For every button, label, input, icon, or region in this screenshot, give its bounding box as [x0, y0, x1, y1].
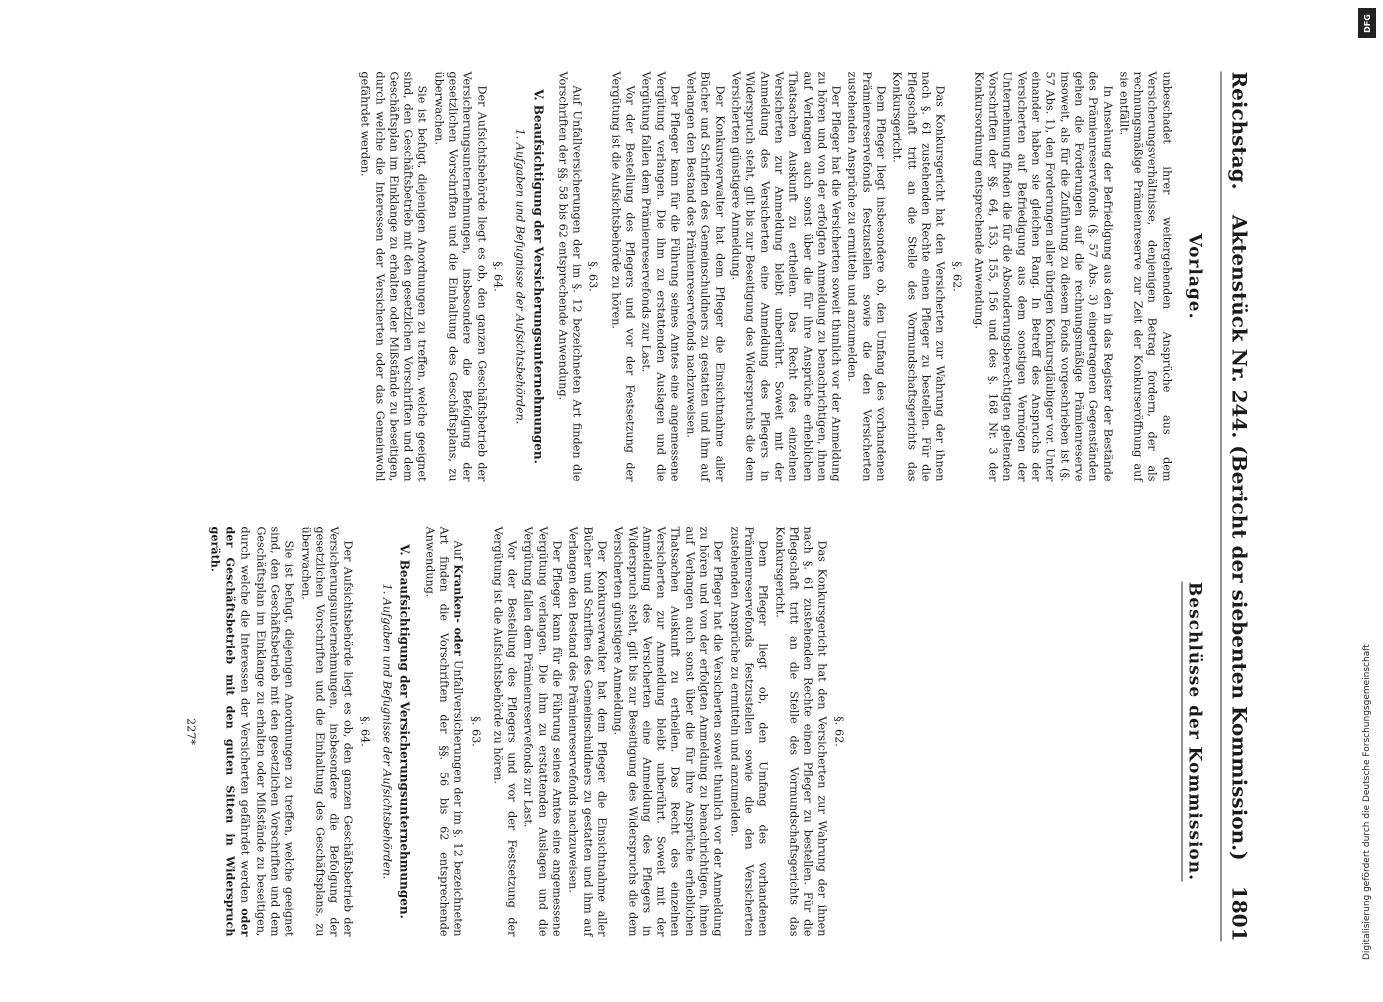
paragraph: Das Konkursgericht hat den Versicherten zur Wahrung der ihnen nach §. 61 zustehenden Rechte einen Pfleger zu bestellen. Für die Pflegschaft tritt an die Stelle des Vormundschaftsgerichts das Konkursgericht.	[890, 71, 947, 482]
section-number: §. 64.	[358, 716, 372, 747]
section-number: §. 62.	[832, 716, 846, 747]
column-title-vorlage: Vorlage.	[1184, 233, 1205, 320]
digitization-credit: Digitalisierung gefördert durch die Deutsche Forschungsgemeinschaft	[1362, 644, 1372, 960]
page-number: 1801	[1227, 885, 1252, 942]
paragraph: Vor der Bestellung des Pflegers und vor der Festsetzung der Vergütung ist die Aufsichtsbehörde zu hören.	[491, 526, 519, 937]
logo-text: DFG	[1362, 13, 1372, 33]
section-number: §. 62.	[950, 261, 964, 292]
header-center: Aktenstück Nr. 244. (Bericht der siebenten Kommission.)	[1227, 214, 1252, 861]
paragraph: Dem Pfleger liegt insbesondere ob, den Umfang des vorhandenen Prämienreservefonds festzustellen sowie die den Versicherten zustehenden Ansprüche zu ermitteln und anzumelden.	[845, 71, 888, 482]
section-number: §. 63.	[469, 716, 483, 747]
dfg-logo-icon	[1358, 8, 1376, 38]
paragraph: Auf Unfallversicherungen der im §. 12 bezeichneten Art finden die Vorschriften der §§. 58 bis 62 entsprechende Anwendung.	[556, 71, 584, 482]
signature-mark: 227*	[184, 718, 198, 745]
text-run: Auf	[451, 540, 465, 560]
section-number: §. 64.	[491, 261, 505, 292]
paragraph: Der Pfleger hat die Versicherten soweit thunlich vor der Anmeldung zu hören und von der erfolgten Anmeldung zu benachrichtigen, ihnen auf Verlangen auch sonst über die für ihre Ansprüche erheblichen Thatsachen Auskunft zu ertheilen. Das Recht des einzelnen Versicherten zur Anmeldung bleibt unberührt. Soweit mit der Anmeldung des Versicherten eine Anmeldung des Pflegers in Widerspruch steht, gilt bis zur Beseitigung des Widerspruchs die dem Versicherten günstigere Anmeldung.	[729, 71, 843, 482]
blank-space	[853, 527, 1173, 937]
section-number: §. 63.	[586, 261, 600, 292]
paragraph: Der Aufsichtsbehörde liegt es ob, den ganzen Geschäftsbetrieb der Versicherungsunternehmungen, insbesondere die Befolgung der gesetzlichen Vorschriften und die Einhaltung des Geschäftsplans, zu überwachen.	[299, 526, 355, 937]
column-beschluesse	[181, 526, 1205, 937]
paragraph: Das Konkursgericht hat den Versicherten zur Wahrung der ihnen nach §. 61 zustehenden Rechte einen Pfleger zu bestellen. Für die Pflegschaft tritt an die Stelle des Vormundschaftsgerichts das Konkursgericht.	[773, 526, 829, 937]
paragraph: Vor der Bestellung des Pflegers und vor der Festsetzung der Vergütung ist die Aufsichtsbehörde zu hören.	[609, 71, 637, 482]
amendment-bold: oder der Geschäftsbetrieb mit den guten Sitten in Widerspruch geräth.	[208, 526, 253, 937]
subsection-heading: 1. Aufgaben und Befugnisse der Aufsichtsbehörden.	[513, 128, 527, 425]
section-heading: V. Beaufsichtigung der Versicherungsunternehmungen.	[397, 544, 412, 919]
column-title-beschluesse	[1184, 527, 1205, 937]
paragraph: Der Pfleger kann für die Führung seines Amtes eine angemessene Vergütung verlangen. Die ihm zu erstattenden Auslagen und die Vergütung fallen dem Prämienreservefonds zur Last.	[521, 526, 564, 937]
subsection-heading: 1. Aufgaben und Befugnisse der Aufsichtsbehörden.	[380, 583, 394, 880]
paragraph: Der Aufsichtsbehörde liegt es ob, den ganzen Geschäftsbetrieb der Versicherungsunternehmungen, insbesondere die Befolgung der gesetzlichen Vorschriften und die Einhaltung des Geschäftsplans, zu überwachen.	[432, 71, 489, 482]
paragraph: Dem Pfleger liegt ob, den Umfang des vorhandenen Prämienreservefonds festzustellen sowie die den Versicherten zustehenden Ansprüche zu ermitteln und anzumelden.	[728, 526, 770, 937]
paragraph: Der Pfleger kann für die Führung seines Amtes eine angemessene Vergütung verlangen. Die ihm zu erstattenden Auslagen und die Vergütung fallen dem Prämienreservefonds zur Last.	[639, 71, 682, 482]
text-run: Sie ist befugt, diejenigen Anordnungen zu treffen, welche geeignet sind, den Geschäftsbetrieb mit den gesetzlichen Vorschriften und dem Geschäftsplan im Einklange zu erhalten oder Mißstände zu beseitigen, durch welche die Interessen der Versicherten gefährdet werden	[238, 526, 296, 937]
paragraph: Der Konkursverwalter hat dem Pfleger die Einsichtnahme aller Bücher und Schriften des Gemeinschuldners zu gestatten und ihm auf Verlangen den Bestand des Prämienreservefonds nachzuweisen.	[566, 526, 609, 937]
paragraph: Der Konkursverwalter hat dem Pfleger die Einsichtnahme aller Bücher und Schriften des Gemeinschuldners zu gestatten und ihm auf Verlangen den Bestand des Prämienreservefonds nachzuweisen.	[684, 71, 727, 482]
paragraph: Sie ist befugt, diejenigen Anordnungen zu treffen, welche geeignet sind, den Geschäftsbetrieb mit den gesetzlichen Vorschriften und dem Geschäftsplan im Einklange zu erhalten oder Mißstände zu beseitigen, durch welche die Interessen der Versicherten oder das Gemeinwohl gefährdet werden.	[358, 71, 429, 482]
paragraph-amended	[422, 527, 466, 937]
column-vorlage	[355, 71, 1205, 482]
header-left: Reichstag.	[1227, 71, 1252, 190]
text-run: Unfallversicherungen der im §. 12 bezeichneten Art finden die Vorschriften der §§. 56 bis 62 entsprechende Anwendung.	[423, 526, 465, 937]
amendment-bold: Kranken- oder	[451, 564, 466, 656]
paragraph: Der Pfleger hat die Versicherten soweit thunlich vor der Anmeldung zu hören und von der erfolgten Anmeldung zu benachrichtigen, ihnen auf Verlangen auch sonst über die für ihre Ansprüche erheblichen Thatsachen Auskunft zu ertheilen. Das Recht des einzelnen Versicherten zur Anmeldung bleibt unberührt. Soweit mit der Anmeldung des Versicherten eine Anmeldung des Pflegers in Widerspruch steht, gilt bis zur Beseitigung des Widerspruchs die dem Versicherten günstigere Anmeldung.	[611, 526, 725, 937]
paragraph: In Ansehung der Befriedigung aus den in das Register der Bestände des Prämienreservefonds (§. 57 Abs. 3) eingetragenen Gegenständen gehen die Forderungen auf die rechnungsmäßige Prämienreserve insoweit, als für die Zuführung zu diesem Fonds vorgeschrieben ist (§. 57 Abs. 1), den Forderungen aller übrigen Konkursgläubiger vor. Unter einander haben sie gleichen Rang. In Betreff des Anspruchs der Versicherten auf Befriedigung aus dem sonstigen Vermögen der Unternehmung finden die für die Absonderungsberechtigten geltenden Vorschriften der §§. 64, 153, 155, 156 und des §. 168 Nr. 3 der Konkursordnung entsprechende Anwendung.	[972, 71, 1115, 482]
section-heading: V. Beaufsichtigung der Versicherungsunternehmungen.	[531, 89, 546, 464]
running-header	[1221, 72, 1252, 942]
document-page	[0, 2, 1312, 1002]
paragraph: unbeschadet ihrer weitergehenden Ansprüche aus dem Versicherungsverhältnisse, denjenigen Betrag fordern, der als rechnungsmäßige Prämienreserve zur Zeit der Konkurseröffnung auf sie entfällt.	[1117, 71, 1174, 482]
column-title-text: Beschlüsse der Kommission.	[1182, 582, 1205, 881]
paragraph-amended	[207, 527, 296, 937]
